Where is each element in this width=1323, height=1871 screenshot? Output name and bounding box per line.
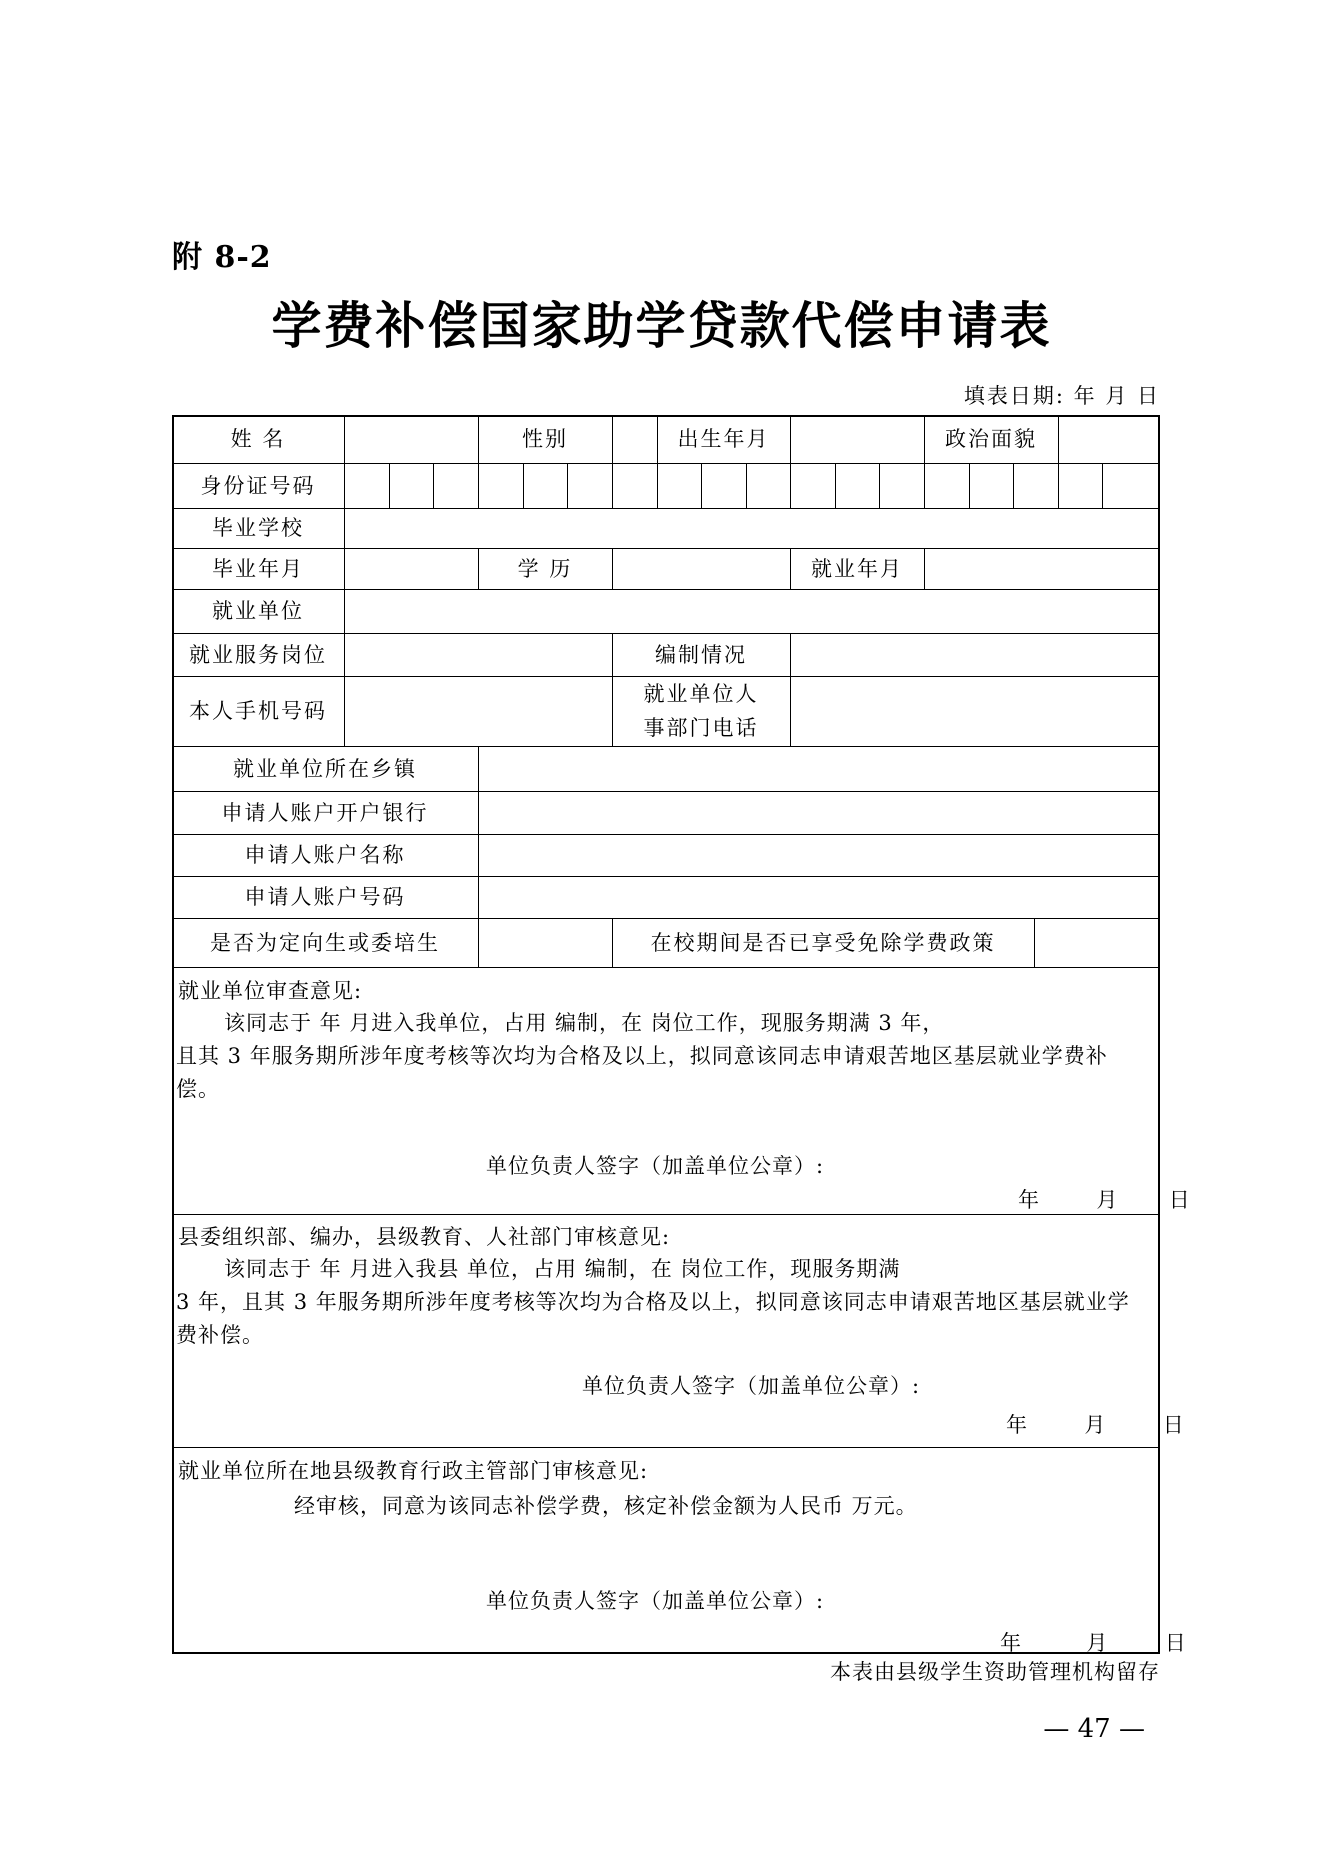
service-post-field[interactable] [344,633,612,676]
county-review-line: 该同志于 年 月进入我县 单位，占用 编制，在 岗位工作，现服务期满 [224,1257,901,1281]
label-account-name: 申请人账户名称 [244,843,406,867]
phone-field[interactable] [344,676,612,746]
label-birth-date: 出生年月 [677,427,770,451]
hr-phone-field[interactable] [790,676,1160,746]
county-review-line: 费补偿。 [176,1323,264,1347]
county-review-line: 3 年，且其 3 年服务期所涉年度考核等次均为合格及以上，拟同意该同志申请艰苦地区基层就业学 [176,1290,1130,1314]
employment-date-field[interactable] [924,548,1160,589]
label-school: 毕业学校 [212,516,304,540]
gender-field[interactable] [612,415,657,463]
retention-note: 本表由县级学生资助管理机构留存 [830,1660,1160,1684]
graduation-date-field[interactable] [344,548,478,589]
label-account-number: 申请人账户号码 [244,885,406,909]
label-tuition-exemption: 在校期间是否已享受免除学费政策 [650,930,996,955]
employer-review-line: 偿。 [176,1077,220,1101]
account-number-field[interactable] [478,876,1160,918]
label-hr-phone: 就业单位人事部门电话 [643,682,759,740]
education-review-line: 经审核，同意为该同志补偿学费，核定补偿金额为人民币 万元。 [294,1494,918,1518]
row-divider [172,1447,1160,1448]
bank-field[interactable] [478,791,1160,834]
employer-review-heading: 就业单位审查意见: [178,979,363,1003]
account-name-field[interactable] [478,834,1160,876]
label-education: 学 历 [517,556,573,581]
label-political-status: 政治面貌 [945,427,1037,451]
label-township: 就业单位所在乡镇 [233,756,417,781]
employer-field[interactable] [344,589,1160,633]
label-directed-student: 是否为定向生或委培生 [210,930,440,955]
label-employment-date: 就业年月 [811,556,903,581]
label-gender: 性别 [522,427,568,451]
education-field[interactable] [612,548,790,589]
employer-review-date [1018,1184,1190,1214]
county-review-signature: 单位负责人签字（加盖单位公章）: [582,1374,921,1398]
school-field[interactable] [344,508,1160,548]
education-review-date [1000,1627,1186,1657]
education-review-heading: 就业单位所在地县级教育行政主管部门审核意见: [178,1459,649,1483]
label-bank: 申请人账户开户银行 [221,800,429,825]
year-label: 年 [1018,1188,1039,1212]
month-label: 月 [1084,1413,1106,1437]
year-label: 年 [1006,1413,1027,1437]
label-id-number: 身份证号码 [200,473,316,498]
month-label: 月 [1086,1631,1108,1655]
political-status-field[interactable] [1058,415,1160,463]
directed-student-field[interactable] [478,918,612,967]
label-name: 姓 名 [230,427,286,451]
year-label: 年 [1000,1631,1021,1655]
fill-date-label: 填表日期: 年 月 日 [963,384,1160,408]
day-label: 日 [1168,1188,1190,1212]
staffing-field[interactable] [790,633,1160,676]
attachment-label: 附 8-2 [172,240,272,275]
label-employer: 就业单位 [212,599,304,623]
county-review-date [1006,1409,1184,1439]
employer-review-line: 该同志于 年 月进入我单位，占用 编制，在 岗位工作，现服务期满 3 年， [224,1011,945,1035]
employer-review-signature: 单位负责人签字（加盖单位公章）: [486,1154,825,1178]
row-divider [172,967,1160,968]
tuition-exemption-field[interactable] [1034,918,1160,967]
month-label: 月 [1096,1188,1118,1212]
label-graduation-date: 毕业年月 [212,556,304,581]
row-divider [172,1214,1160,1215]
label-phone: 本人手机号码 [189,699,327,723]
label-staffing: 编制情况 [655,642,747,667]
id-number-field[interactable] [344,463,1160,508]
day-label: 日 [1162,1413,1184,1437]
township-field[interactable] [478,746,1160,791]
name-field[interactable] [344,415,478,463]
day-label: 日 [1164,1631,1186,1655]
birth-date-field[interactable] [790,415,924,463]
employer-review-line: 且其 3 年服务期所涉年度考核等次均为合格及以上，拟同意该同志申请艰苦地区基层就业学费补 [176,1044,1108,1068]
label-service-post: 就业服务岗位 [189,642,327,667]
county-review-heading: 县委组织部、编办，县级教育、人社部门审核意见: [178,1225,671,1249]
document-title: 学费补偿国家助学贷款代偿申请表 [271,296,1052,355]
application-form-table [172,415,1190,1655]
education-review-signature: 单位负责人签字（加盖单位公章）: [486,1589,825,1613]
page-number: — 47 — [1043,1714,1145,1744]
